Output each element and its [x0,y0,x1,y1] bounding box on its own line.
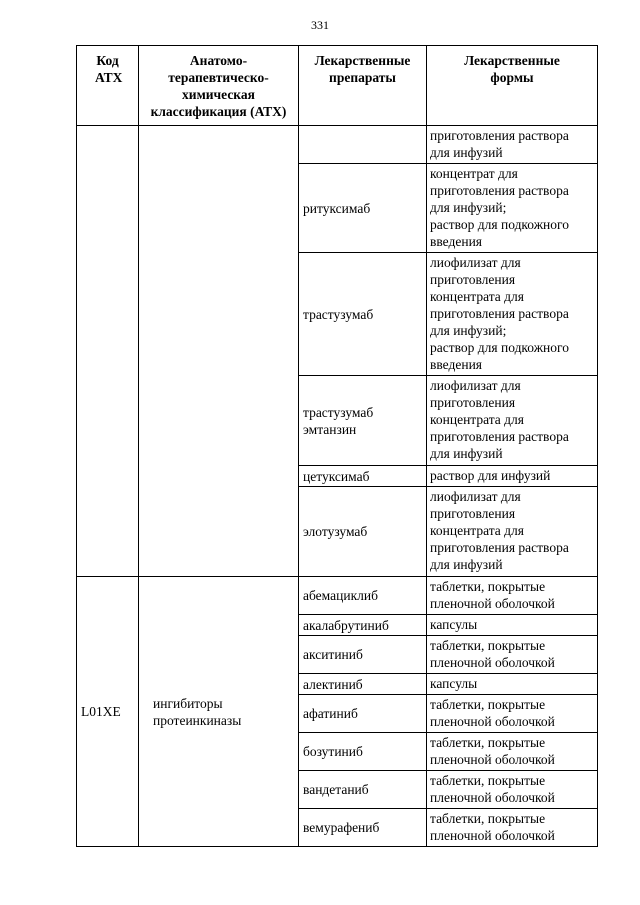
forms-cell: таблетки, покрытые пленочной оболочкой [427,577,598,615]
header-drugs: Лекарственные препараты [299,46,427,126]
forms-cell: лиофилизат для приготовления концентрата для приготовления раствора для инфузий; раствор для подкожного введения [427,253,598,376]
drug-cell: акситиниб [299,636,427,674]
atc-table [76,45,598,847]
forms-cell: концентрат для приготовления раствора для инфузий; раствор для подкожного введения [427,164,598,253]
drug-cell: трастузумаб [299,253,427,376]
drug-cell: бозутиниб [299,733,427,771]
forms-cell: таблетки, покрытые пленочной оболочкой [427,695,598,733]
forms-cell: приготовления раствора для инфузий [427,126,598,164]
forms-cell: таблетки, покрытые пленочной оболочкой [427,771,598,809]
forms-cell: раствор для инфузий [427,466,598,487]
page-number: 331 [311,18,329,32]
forms-cell: таблетки, покрытые пленочной оболочкой [427,636,598,674]
forms-cell: капсулы [427,615,598,636]
forms-cell: капсулы [427,674,598,695]
table-row [77,126,598,164]
drug-cell: вемурафениб [299,809,427,847]
header-forms: Лекарственные формы [427,46,598,126]
code-cell [77,126,139,577]
header-classification: Анатомо-терапевтическо-химическая классификация (АТХ) [139,46,299,126]
forms-cell: таблетки, покрытые пленочной оболочкой [427,733,598,771]
drug-cell [299,126,427,164]
header-code: Код АТХ [77,46,139,126]
header-row [77,46,598,126]
forms-cell: лиофилизат для приготовления концентрата для приготовления раствора для инфузий [427,487,598,577]
drug-cell: абемациклиб [299,577,427,615]
forms-cell: таблетки, покрытые пленочной оболочкой [427,809,598,847]
drug-cell: акалабрутиниб [299,615,427,636]
code-cell: L01XE [77,577,139,847]
drug-cell: цетуксимаб [299,466,427,487]
table-row [77,577,598,615]
drug-cell: элотузумаб [299,487,427,577]
drug-cell: алектиниб [299,674,427,695]
forms-cell: лиофилизат для приготовления концентрата для приготовления раствора для инфузий [427,376,598,466]
classification-cell: ингибиторы протеинкиназы [139,577,299,847]
drug-cell: вандетаниб [299,771,427,809]
drug-cell: афатиниб [299,695,427,733]
drug-cell: трастузумаб эмтанзин [299,376,427,466]
classification-cell [139,126,299,577]
drug-cell: ритуксимаб [299,164,427,253]
